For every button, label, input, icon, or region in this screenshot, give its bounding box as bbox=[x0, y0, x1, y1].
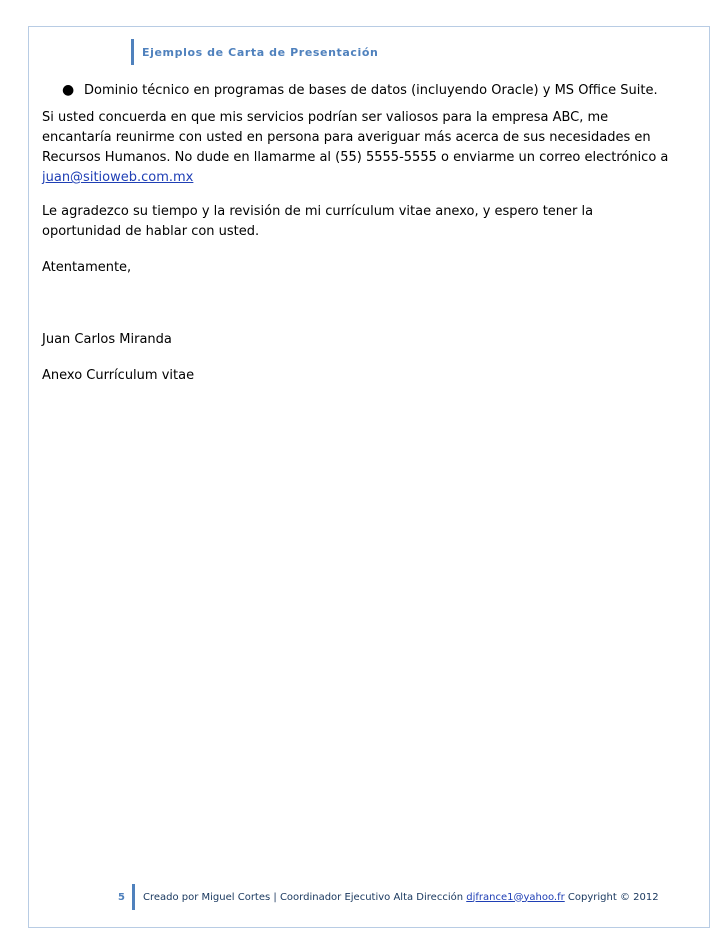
footer-divider bbox=[132, 884, 135, 910]
footer-text bbox=[143, 892, 659, 903]
signature-name: Juan Carlos Miranda bbox=[42, 332, 172, 347]
bullet-text: Dominio técnico en programas de bases de datos (incluyendo Oracle) y MS Office Suite. bbox=[84, 83, 658, 98]
paragraph-line: Le agradezco su tiempo y la revisión de mi currículum vitae anexo, y espero tener la bbox=[42, 204, 594, 219]
paragraph-line: Si usted concuerda en que mis servicios podrían ser valiosos para la empresa ABC, me bbox=[42, 110, 609, 125]
paragraph-line: encantaría reunirme con usted en persona para averiguar más acerca de sus necesidades en bbox=[42, 130, 651, 145]
footer-credit: Creado por Miguel Cortes | Coordinador Ejecutivo Alta Dirección bbox=[142, 891, 464, 903]
paragraph-line: Recursos Humanos. No dude en llamarme al (55) 5555-5555 o enviarme un correo electrónico a bbox=[42, 150, 669, 165]
closing-text: Atentamente, bbox=[42, 260, 132, 275]
footer-copyright: Copyright © 2012 bbox=[567, 891, 659, 903]
email-link[interactable]: juan@sitioweb.com.mx bbox=[42, 170, 194, 185]
header-title: Ejemplos de Carta de Presentación bbox=[142, 45, 379, 59]
paragraph-contact bbox=[42, 108, 712, 188]
bullet-item bbox=[62, 82, 658, 98]
paragraph-line: oportunidad de hablar con usted. bbox=[42, 224, 260, 239]
page-number: 5 bbox=[118, 891, 125, 903]
footer-email-link[interactable]: djfrance1@yahoo.fr bbox=[466, 891, 565, 903]
attachment-note: Anexo Currículum vitae bbox=[42, 368, 195, 383]
paragraph-thanks bbox=[42, 202, 712, 242]
page-footer bbox=[118, 884, 659, 910]
page-header bbox=[131, 39, 379, 65]
bullet-icon: ● bbox=[62, 82, 75, 98]
